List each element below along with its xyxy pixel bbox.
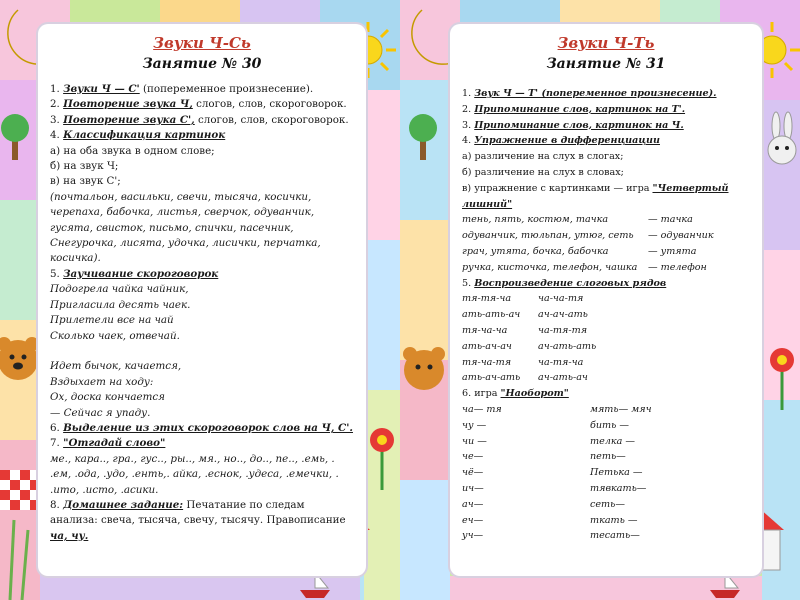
item-number: 3. (462, 119, 472, 131)
page-title: Звуки Ч-Ть (557, 34, 655, 52)
reverse-row: чу — бить — (462, 419, 629, 431)
guess-line: .ем, .ода, .удо, .енть,. айка, .еснок, .удеса, .емечки, . (50, 468, 339, 481)
item-heading: Классификация картинок (63, 129, 226, 142)
item-5 (50, 267, 358, 282)
odd-one-out-row: одуванчик, тюльпан, утюг, сеть — одуванчик (462, 230, 714, 242)
item-heading: Звук Ч — Т' (попеременное произнесение). (474, 88, 717, 99)
odd-one-out-row: ручка, кисточка, телефон, чашка — телефон (462, 261, 707, 273)
poem-line: Пригласила десять чаек. (50, 298, 191, 311)
sub-item-c (462, 181, 754, 197)
item-text: Печатание по следам (183, 498, 305, 511)
item-number: 2. (50, 98, 60, 111)
item-number: 4. (50, 129, 60, 142)
lesson-content (50, 82, 358, 544)
guess-line: ме., кара.., гра., гус.., ры.., мя., но.., до.., пе.., .емь, . (50, 452, 335, 465)
item-6 (462, 386, 754, 402)
sub-item-b: б) различение на слух в словах; (462, 166, 624, 178)
syllable-row: тя-тя-ча ча-ча-тя (462, 293, 584, 305)
item-6 (50, 421, 358, 436)
word-list-line: (почтальон, васильки, свечи, тысяча, косички, (50, 190, 312, 203)
lesson-number: Занятие № 30 (142, 56, 262, 72)
syllable-row: ать-ач-ать ач-ать-ач (462, 372, 588, 384)
poem-line: Вздыхает на ходу: (50, 375, 154, 388)
item-number: 2. (462, 103, 472, 115)
item-1 (462, 86, 754, 102)
item-heading: Выделение из этих скороговорок слов на Ч, С'. (63, 421, 353, 434)
game-name: лишний" (462, 198, 513, 210)
reverse-row: че— петь— (462, 451, 626, 463)
reverse-row: ач— сеть— (462, 498, 625, 510)
item-number: 7. (50, 437, 60, 450)
poem-line: Прилетели все на чай (50, 314, 174, 327)
poem-line: Идет бычок, качается, (50, 360, 182, 373)
item-text: слогов, слов, скороговорок. (192, 98, 347, 111)
reverse-row: чё— Петька — (462, 467, 643, 479)
item-heading: Упражнение в дифференциации (474, 135, 660, 147)
item-text: слогов, слов, скороговорок. (194, 113, 349, 126)
item-heading: Припоминание слов, картинок на Т'. (474, 103, 686, 115)
poem-line: — Сейчас я упаду. (50, 406, 151, 419)
item-text: (попеременное произнесение). (139, 83, 314, 95)
item-1 (50, 82, 358, 97)
poem-line: Ох, доска кончается (50, 391, 165, 404)
item-number: 4. (462, 135, 472, 147)
syllable-row: ать-ач-ач ач-ать-ать (462, 340, 597, 352)
item-number: 5. (50, 267, 60, 280)
item-3 (462, 118, 754, 134)
syllable-row: тя-ча-тя ча-тя-ча (462, 356, 584, 368)
poem-line: Подогрела чайка чайник, (50, 283, 189, 296)
syllable-row: тя-ча-ча ча-тя-тя (462, 324, 588, 336)
item-2 (462, 102, 754, 118)
item-number: 3. (50, 113, 60, 126)
item-number: 1. (50, 83, 60, 95)
odd-one-out-row: грач, утята, бочка, бабочка — утята (462, 245, 697, 257)
lesson-sheet-31 (450, 24, 762, 576)
bear-icon (403, 347, 445, 390)
item-heading: Повторение звука Ч, (63, 98, 193, 111)
item-text: в) упражнение с картинками — игра (462, 182, 653, 194)
lesson-number: Занятие № 31 (546, 56, 666, 72)
page-title: Звуки Ч-Сь (153, 34, 251, 52)
item-heading: Воспроизведение слоговых рядов (474, 277, 667, 289)
item-2 (50, 97, 358, 112)
item-3 (50, 113, 358, 128)
game-name: "Четвертый (652, 182, 729, 194)
checkered-cloth-icon (0, 470, 40, 510)
item-heading: Заучивание скороговорок (63, 267, 219, 280)
reverse-row: чи — телка — (462, 435, 635, 447)
item-text: 6. игра (462, 388, 501, 400)
word-list-line: гусята, свисток, письмо, спички, пасечник, (50, 221, 294, 234)
word-list-line: черепаха, бабочка, листья, сверчок, одуванчик, (50, 206, 315, 219)
homework-text: ча, чу. (50, 529, 89, 542)
syllable-row: ать-ать-ач ач-ач-ать (462, 309, 588, 321)
reverse-row: еч— ткать — (462, 514, 638, 526)
right-page (400, 0, 800, 600)
lesson-content (462, 86, 754, 544)
homework-text: анализа: свеча, тысяча, свечу, тысячу. Правописание (50, 514, 346, 527)
reverse-row: уч— тесать— (462, 530, 640, 542)
item-number: 8. (50, 498, 60, 511)
item-heading: Повторение звука С', (63, 113, 195, 126)
poem-line: Сколько чаек, отвечай. (50, 329, 180, 342)
item-number: 1. (462, 88, 472, 99)
sub-item-a: а) различение на слух в слогах; (462, 151, 624, 163)
item-7 (50, 436, 358, 451)
item-4 (462, 133, 754, 149)
item-4 (50, 128, 358, 143)
item-heading: Звуки Ч — С' (63, 83, 140, 95)
item-number: 5. (462, 277, 472, 289)
sub-item-c: в) на звук С'; (50, 175, 121, 188)
lesson-sheet-30 (38, 24, 366, 576)
sub-item-b: б) на звук Ч; (50, 160, 119, 173)
item-heading: "Отгадай слово" (63, 437, 166, 450)
item-8 (50, 498, 358, 513)
word-list-line: косичка). (50, 252, 101, 265)
item-number: 6. (50, 421, 60, 434)
item-heading: Припоминание слов, картинок на Ч. (474, 119, 684, 131)
reverse-row: ча— тя мять— мяч (462, 403, 652, 415)
item-heading: Домашнее задание: (63, 498, 184, 511)
odd-one-out-row: тень, пять, костюм, тачка — тачка (462, 214, 693, 226)
item-5 (462, 276, 754, 292)
reverse-row: ич— тявкать— (462, 482, 647, 494)
game-name: "Наоборот" (500, 388, 569, 400)
guess-line: .ито, .исто, .асики. (50, 483, 159, 496)
word-list-line: Снегурочка, лисята, удочка, лисички, перчатка, (50, 237, 321, 250)
sub-item-a: а) на оба звука в одном слове; (50, 144, 215, 157)
